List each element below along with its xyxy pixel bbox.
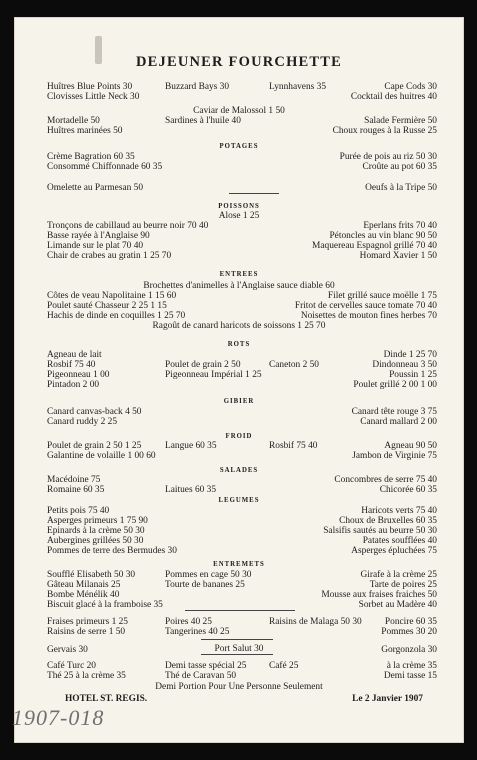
menu-line [39,441,439,451]
menu-line [39,152,439,162]
menu-item: Café Turc 20 [47,661,96,671]
section-heading [39,397,439,407]
menu-item: Poussin 1 25 [389,370,437,380]
section-heading [39,142,439,152]
section-heading-text: ENTREMETS [213,561,265,568]
menu-item: Jambon de Virginie 75 [352,451,437,461]
menu-item: Caviar de Malossol 1 50 [193,106,285,116]
menu-line [39,580,439,590]
menu-item: Galantine de volaille 1 00 60 [47,451,156,461]
menu-item: Pommes de terre des Bermudes 30 [47,546,177,556]
section-heading-text: ROTS [227,341,251,348]
menu-item: Cape Cods 30 [384,82,437,92]
menu-item: Poires 40 25 [165,617,212,627]
menu-item: Girafe à la crème 25 [360,570,437,580]
menu-item: Canard mallard 2 00 [360,417,437,427]
menu-item: Côtes de veau Napolitaine 1 15 60 [47,291,177,301]
section-heading-text: LEGUMES [218,497,260,504]
menu-item: Demi Portion Pour Une Personne Seulement [155,682,323,692]
menu-line [39,251,439,261]
menu-line [39,360,439,370]
menu-item: Sorbet au Madère 40 [358,600,437,610]
menu-item: Thé de Caravan 50 [165,671,237,681]
menu-line [39,417,439,427]
section-heading [39,560,439,570]
menu-item: Filet grillé sauce moëlle 1 75 [327,291,437,301]
menu-item: Langue 60 35 [165,441,217,451]
menu-item: Port Salut 30 [214,644,264,654]
menu-item: Cocktail des huitres 40 [350,92,437,102]
menu-item: Aubergines grillées 50 30 [47,536,144,546]
menu-line [39,321,439,331]
menu-item: Noisettes de mouton fines herbes 70 [300,311,437,321]
menu-line [39,241,439,251]
menu-item: Basse rayée à l'Anglaise 90 [47,231,150,241]
menu-item: Thé 25 à la crème 35 [47,671,126,681]
menu-line [39,590,439,600]
menu-item: Croûte au pot 60 35 [362,162,437,172]
menu-item: Patates soufflées 40 [362,536,437,546]
menu-item: Dindonneau 3 50 [372,360,437,370]
menu-item: Fraises primeurs 1 25 [47,617,128,627]
section-heading [39,340,439,350]
section-heading-text: POISSONS [218,203,260,210]
menu-item: Macédoine 75 [47,475,101,485]
menu-title: DEJEUNER FOURCHETTE [135,54,343,70]
menu-item: Tourte de bananes 25 [165,580,245,590]
menu-line [39,485,439,495]
menu-item: Agneau 90 50 [384,441,437,451]
menu-line [39,546,439,556]
menu-line [39,370,439,380]
menu-item: Caneton 2 50 [269,360,319,370]
menu-item: Pigeonneau Impérial 1 25 [165,370,262,380]
divider [201,639,273,640]
menu-item: Limande sur le plat 70 40 [47,241,144,251]
menu-item: Choux rouges à la Russe 25 [332,126,437,136]
menu-item: Chicorée 60 35 [379,485,437,495]
section-heading-text: POTAGES [219,143,259,150]
menu-item: Pommes en cage 50 30 [165,570,252,580]
menu-date: Le 2 Janvier 1907 [352,694,423,704]
menu-item: Soufflé Elisabeth 50 30 [47,570,136,580]
menu-item: Poulet sauté Chasseur 2 25 1 15 [47,301,167,311]
menu-line [39,106,439,116]
menu-item: Poncire 60 35 [384,617,437,627]
menu-item: Pommes 30 20 [381,627,437,637]
menu-item: Dinde 1 25 70 [383,350,437,360]
section-heading [39,270,439,280]
menu-item: Rosbif 75 40 [47,360,96,370]
menu-item: Consommé Chiffonnade 60 35 [47,162,163,172]
handwritten-catalog-number: 1907-018 [12,705,105,730]
menu-item: Asperges primeurs 1 75 90 [47,516,148,526]
menu-line [39,211,439,221]
menu-line [39,311,439,321]
menu-item: Raisins de Malaga 50 30 [269,617,362,627]
menu-item: Gorgonzola 30 [381,645,437,655]
menu-item: Gâteau Milanais 25 [47,580,121,590]
menu-line [39,661,439,671]
menu-card [14,17,464,743]
menu-line [39,231,439,241]
menu-item: Oeufs à la Tripe 50 [365,183,437,193]
menu-item: Biscuit glacé à la framboise 35 [47,600,163,610]
menu-item: Tarte de poires 25 [369,580,437,590]
section-heading-text: FROID [225,433,253,440]
menu-line [39,126,439,136]
menu-item: Eperlans frits 70 40 [363,221,437,231]
menu-line [39,301,439,311]
menu-line [39,350,439,360]
menu-item: Pétoncles au vin blanc 90 50 [329,231,437,241]
menu-item: Canard canvas-back 4 50 [47,407,142,417]
menu-item: Haricots verts 75 40 [361,506,437,516]
menu-item: Tronçons de cabillaud au beurre noir 70 40 [47,221,209,231]
menu-item: Concombres de serre 75 40 [334,475,437,485]
menu-item: Clovisses Little Neck 30 [47,92,140,102]
menu-item: Raisins de serre 1 50 [47,627,126,637]
menu-item: Purée de pois au riz 50 30 [339,152,437,162]
section-heading-text: ENTREES [219,271,259,278]
menu-item: Demi tasse spécial 25 [165,661,247,671]
menu-item: Mortadelle 50 [47,116,100,126]
menu-item: Homard Xavier 1 50 [359,251,437,261]
menu-item: Pigeonneau 1 00 [47,370,110,380]
menu-item: Romaine 60 35 [47,485,105,495]
menu-item: Epinards à la crème 50 30 [47,526,145,536]
menu-item: Mousse aux fraises fraiches 50 [321,590,437,600]
menu-line [39,451,439,461]
menu-item: Bombe Ménélik 40 [47,590,120,600]
menu-item: à la crème 35 [386,661,437,671]
section-heading [39,496,439,506]
menu-item: Choux de Bruxelles 60 35 [339,516,437,526]
menu-item: Alose 1 25 [218,211,260,221]
section-heading-text: SALADES [219,467,259,474]
menu-item: Hachis de dinde en coquilles 1 25 70 [47,311,186,321]
menu-line [39,291,439,301]
menu-line [39,116,439,126]
menu-line [39,682,439,692]
menu-item: Lynnhavens 35 [269,82,327,92]
menu-line [39,506,439,516]
menu-item: Agneau de lait [47,350,102,360]
menu-item: Fritot de cervelles sauce tomate 70 40 [294,301,437,311]
menu-item: Huîtres marinées 50 [47,126,123,136]
menu-line [39,183,439,193]
menu-item: Salsifis sautés au beurre 50 30 [323,526,437,536]
menu-item: Maquereau Espagnol grillé 70 40 [312,241,437,251]
hotel-name: HOTEL ST. REGIS. [65,694,148,704]
menu-item: Chair de crabes au gratin 1 25 70 [47,251,172,261]
menu-item: Rosbif 75 40 [269,441,318,451]
divider [185,610,295,611]
divider [229,193,279,194]
menu-item: Canard ruddy 2 25 [47,417,118,427]
menu-item: Poulet grillé 2 00 1 00 [353,380,437,390]
menu-item: Salade Fermière 50 [364,116,437,126]
menu-item: Asperges épluchées 75 [351,546,437,556]
menu-line [39,475,439,485]
menu-item: Ragoût de canard haricots de soissons 1 25 70 [152,321,326,331]
menu-line [39,536,439,546]
menu-line [39,82,439,92]
menu-line [39,407,439,417]
menu-item: Crème Bagration 60 35 [47,152,135,162]
menu-line [39,671,439,681]
menu-item: Gervais 30 [47,645,88,655]
menu-line [39,570,439,580]
menu-item: Brochettes d'animelles à l'Anglaise sauce diable 60 [143,281,335,291]
menu-line [39,380,439,390]
menu-item: Café 25 [269,661,299,671]
menu-item: Laitues 60 35 [165,485,217,495]
menu-line [39,221,439,231]
menu-item: Buzzard Bays 30 [165,82,230,92]
section-heading-text: GIBIER [223,398,255,405]
menu-line [39,600,439,610]
menu-item: Huîtres Blue Points 30 [47,82,133,92]
divider [201,654,273,655]
menu-item: Petits pois 75 40 [47,506,110,516]
menu-item: Poulet de grain 2 50 [165,360,241,370]
menu-item: Demi tasse 15 [383,671,437,681]
menu-item: Poulet de grain 2 50 1 25 [47,441,142,451]
menu-line [39,627,439,637]
menu-item: Omelette au Parmesan 50 [47,183,144,193]
menu-item: Tangerines 40 25 [165,627,230,637]
menu-item: Pintadon 2 00 [47,380,100,390]
menu-line [39,281,439,291]
menu-line [39,92,439,102]
menu-item: Sardines à l'huile 40 [165,116,241,126]
menu-line [39,516,439,526]
menu-line [39,617,439,627]
menu-line [39,162,439,172]
menu-line [39,526,439,536]
menu-item: Canard tête rouge 3 75 [351,407,437,417]
